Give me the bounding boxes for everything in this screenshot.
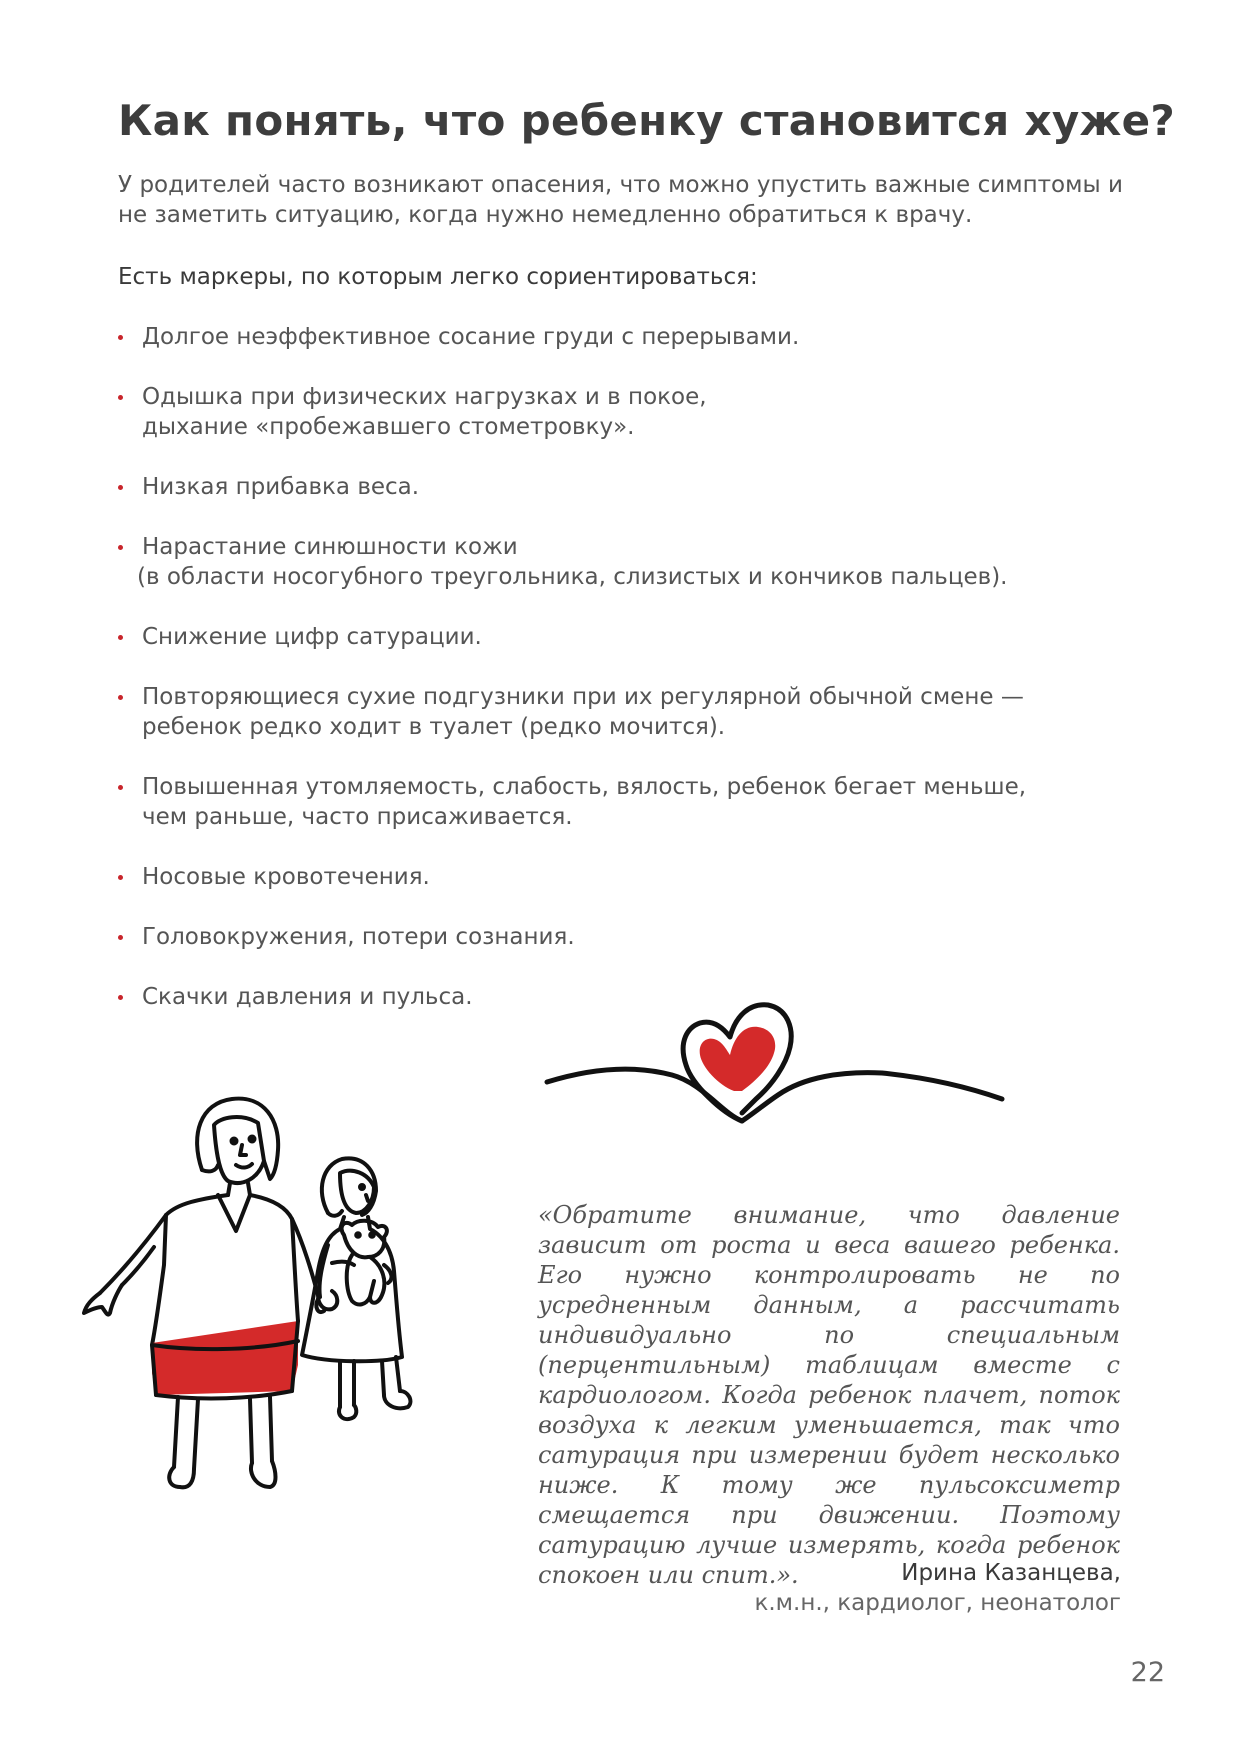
list-item	[118, 532, 1026, 592]
marker-text-continued: чем раньше, часто присаживается.	[142, 804, 573, 830]
list-item	[118, 682, 1026, 742]
page-title: Как понять, что ребенку становится хуже?	[118, 96, 1176, 145]
list-item	[118, 862, 1026, 892]
bullet-icon	[118, 875, 123, 880]
bullet-icon	[118, 635, 123, 640]
bullet-icon	[118, 545, 123, 550]
list-item	[118, 622, 1026, 652]
marker-text-continued: (в области носогубного треугольника, слизистых и кончиков пальцев).	[137, 564, 1008, 590]
list-item	[118, 922, 1026, 952]
marker-text: Повышенная утомляемость, слабость, вялость, ребенок бегает меньше,	[142, 774, 1027, 800]
bullet-icon	[118, 935, 123, 940]
marker-text-continued: ребенок редко ходит в туалет (редко мочится).	[142, 714, 726, 740]
marker-text: Повторяющиеся сухие подгузники при их регулярной обычной смене —	[142, 684, 1024, 710]
marker-text-continued: дыхание «пробежавшего стометровку».	[142, 414, 635, 440]
quote-author	[754, 1558, 1121, 1618]
marker-text: Головокружения, потери сознания.	[142, 924, 575, 950]
bullet-icon	[118, 995, 123, 1000]
marker-text: Носовые кровотечения.	[142, 864, 430, 890]
list-item	[118, 382, 1026, 442]
author-name: Ирина Казанцева,	[901, 1560, 1121, 1586]
markers-list	[118, 322, 1026, 1042]
marker-text: Снижение цифр сатурации.	[142, 624, 482, 650]
marker-text: Долгое неэффективное сосание груди с перерывами.	[142, 324, 800, 350]
family-illustration	[82, 1095, 502, 1515]
intro-paragraph: У родителей часто возникают опасения, что можно упустить важные симптомы и не заметить ситуацию, когда нужно немедленно обратиться к врачу.	[118, 172, 1123, 228]
expert-quote: «Обратите внимание, что давление зависит от роста и веса вашего ребенка. Его нужно контролировать не по усредненным данным, а рассчитать индивидуально по специальным (перцентильным) таблицам вместе с кардиологом. Когда ребенок плачет, поток воздуха к легким уменьшается, так что сатурация при измерении будет несколько ниже. К тому же пульсоксиметр смещается при движении. Поэтому сатурацию лучше измерять, когда ребенок спокоен или спит.».	[538, 1201, 1120, 1589]
bullet-icon	[118, 485, 123, 490]
bullet-icon	[118, 395, 123, 400]
bullet-icon	[118, 785, 123, 790]
marker-text: Нарастание синюшности кожи	[142, 534, 518, 560]
list-item	[118, 322, 1026, 352]
bullet-icon	[118, 335, 123, 340]
list-item	[118, 472, 1026, 502]
page-number: 22	[1130, 1657, 1165, 1688]
marker-text: Одышка при физических нагрузках и в покое,	[142, 384, 707, 410]
list-item	[118, 772, 1026, 832]
marker-text: Низкая прибавка веса.	[142, 474, 420, 500]
author-role: к.м.н., кардиолог, неонатолог	[754, 1590, 1121, 1616]
markers-lead: Есть маркеры, по которым легко сориентироваться:	[118, 264, 758, 290]
bullet-icon	[118, 695, 123, 700]
heart-illustration	[542, 995, 1012, 1145]
marker-text: Скачки давления и пульса.	[142, 984, 473, 1010]
